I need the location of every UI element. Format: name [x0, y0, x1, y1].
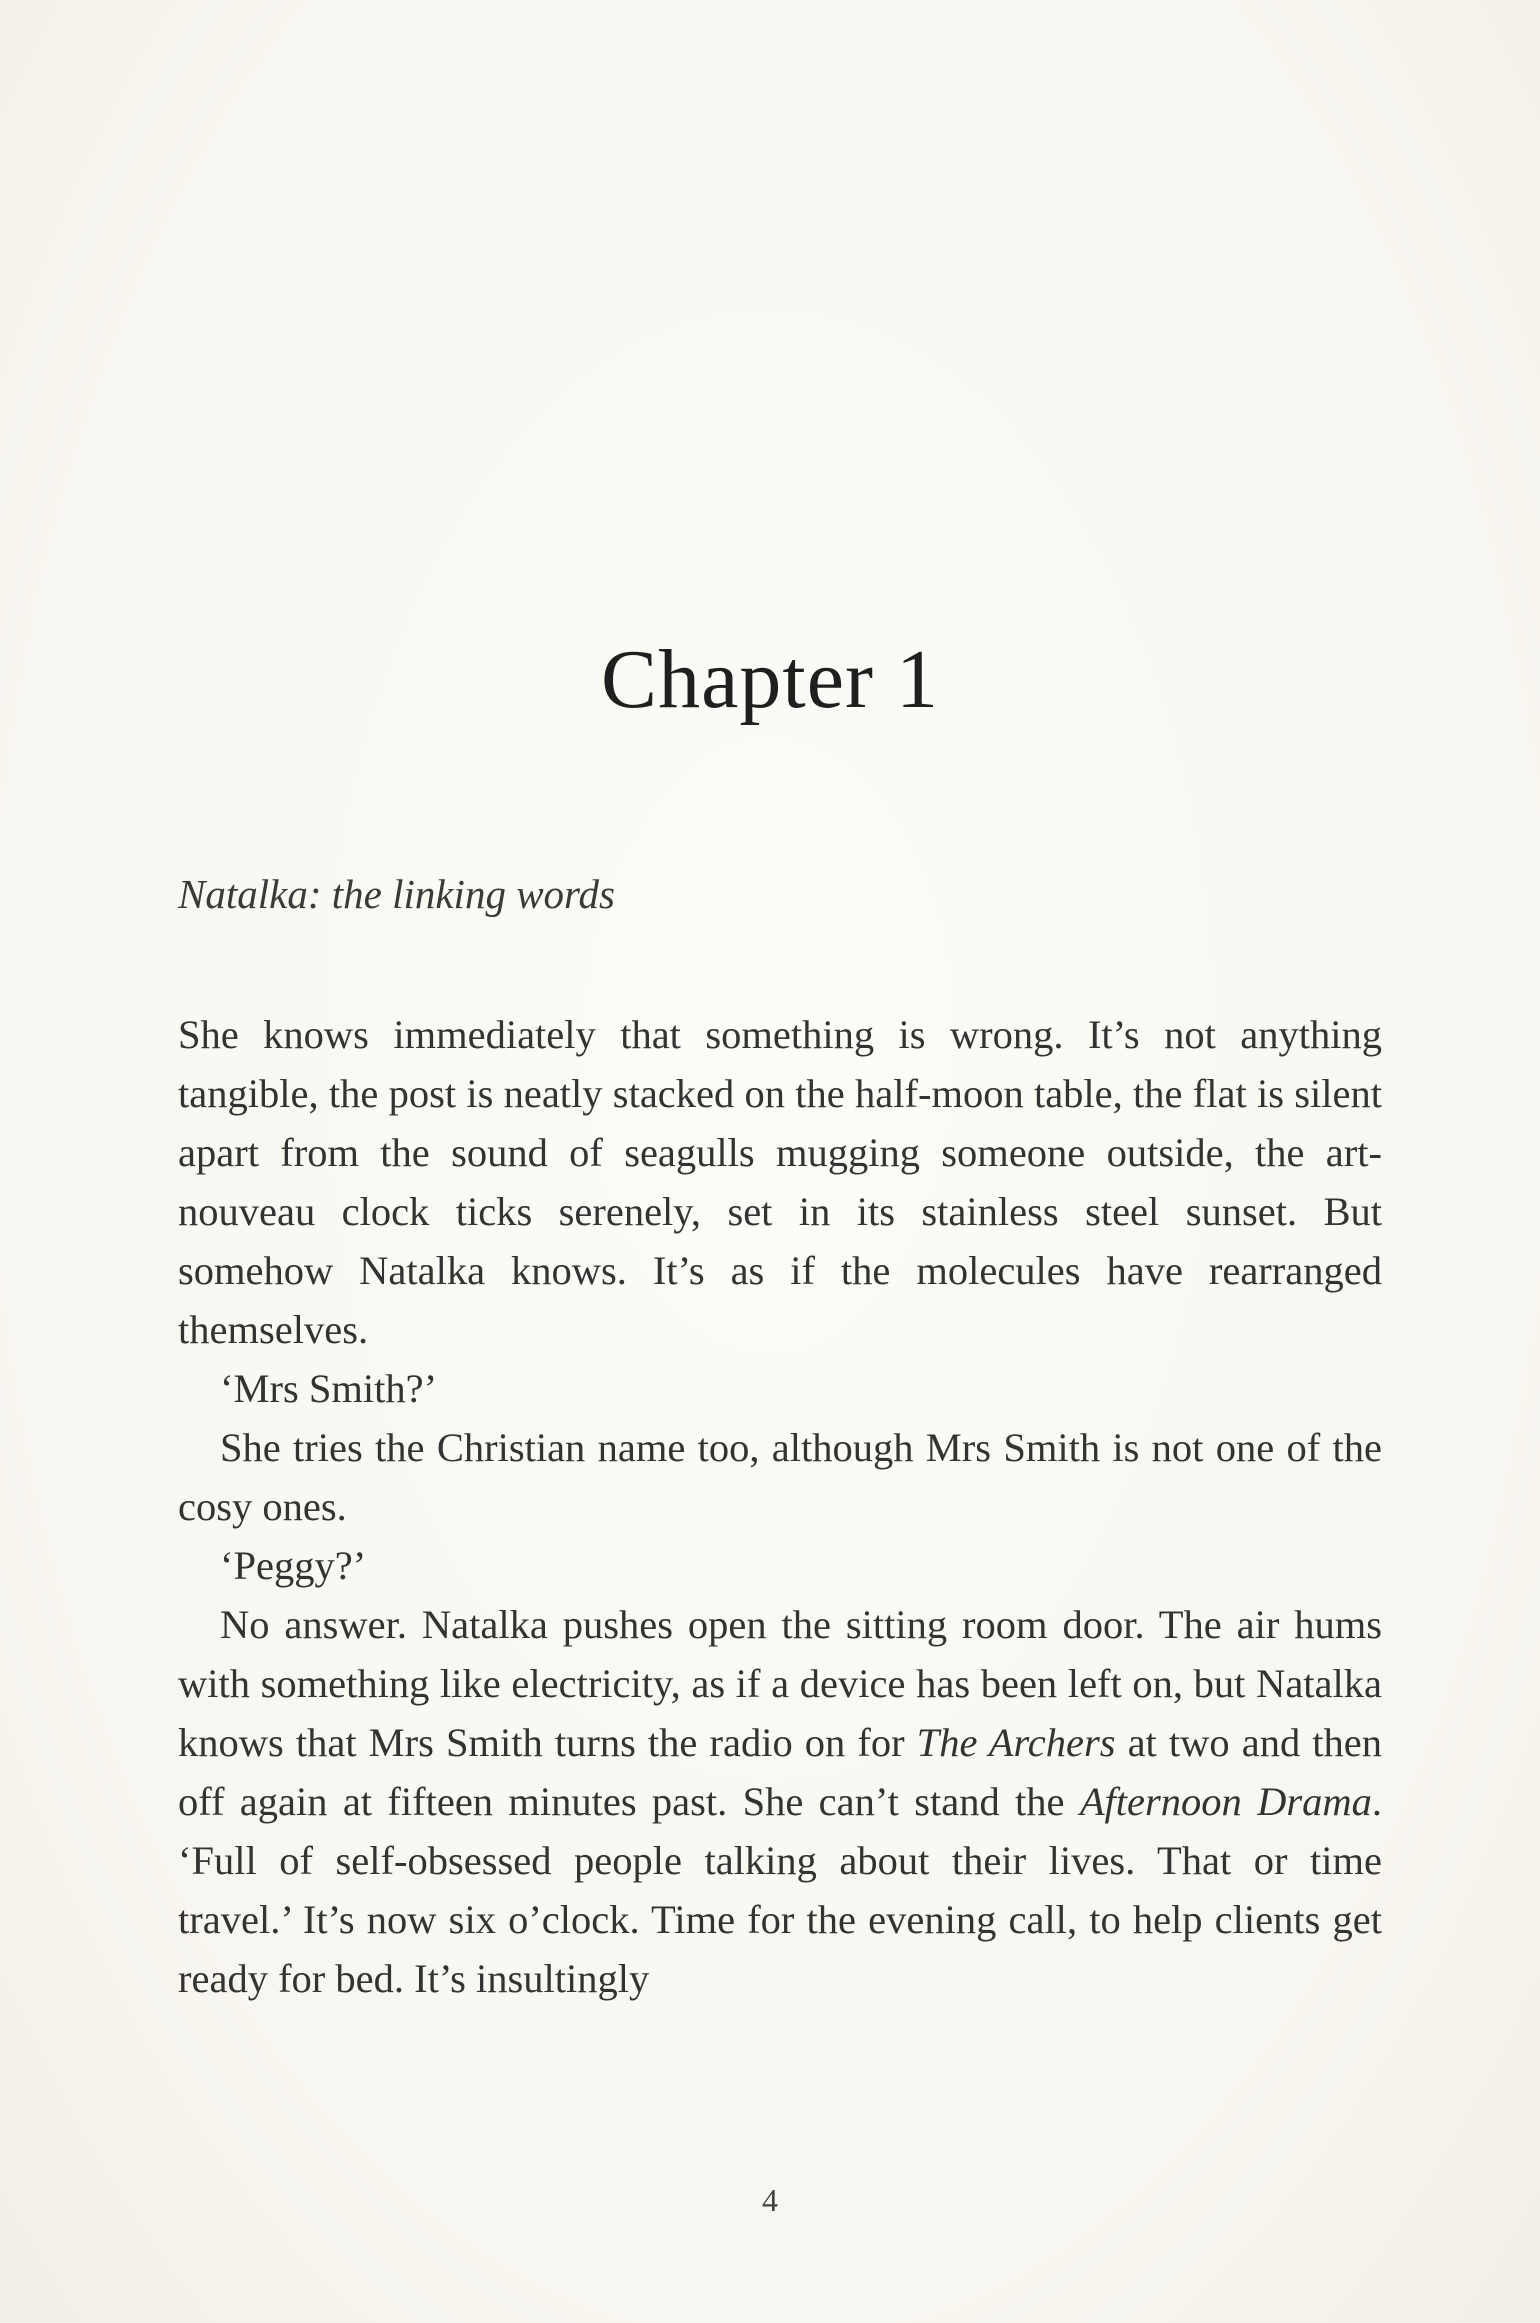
body-text: [178, 1005, 1382, 2008]
paragraph-text: at two and then off again at fifteen minutes past. She can’t stand the: [178, 1720, 1382, 1824]
paragraph: [178, 1595, 1382, 2008]
page-number: 4: [762, 2182, 778, 2218]
paragraph-text: ‘Peggy?’: [220, 1543, 367, 1588]
paragraph: [178, 1418, 1382, 1536]
paragraph-text: . ‘Full of self-obsessed people talking about their lives. That or time travel.’ It’s now six o’clock. Time for the evening call, to help clients get ready for bed. It’s insultingly: [178, 1779, 1382, 2001]
italic-title-text: The Archers: [916, 1720, 1116, 1765]
italic-title-text: Afternoon Drama: [1079, 1779, 1372, 1824]
section-heading: Natalka: the linking words: [178, 871, 615, 917]
paragraph: [178, 1005, 1382, 1359]
paragraph-text: No answer. Natalka pushes open the sitting room door. The air hums with something like electricity, as if a device has been left on, but Natalka knows that Mrs Smith turns the radio on for: [178, 1602, 1382, 1765]
paragraph-text: ‘Mrs Smith?’: [220, 1366, 438, 1411]
paragraph-text: She knows immediately that something is wrong. It’s not anything tangible, the post is neatly stacked on the half-moon table, the flat is silent apart from the sound of seagulls mugging someone outside, the art-nouveau clock ticks serenely, set in its stainless steel sunset. But somehow Natalka knows. It’s as if the molecules have rearranged themselves.: [178, 1012, 1382, 1352]
paragraph: [178, 1359, 1382, 1418]
paragraph-text: She tries the Christian name too, although Mrs Smith is not one of the cosy ones.: [178, 1425, 1382, 1529]
paragraph: [178, 1536, 1382, 1595]
chapter-title: Chapter 1: [601, 633, 939, 727]
